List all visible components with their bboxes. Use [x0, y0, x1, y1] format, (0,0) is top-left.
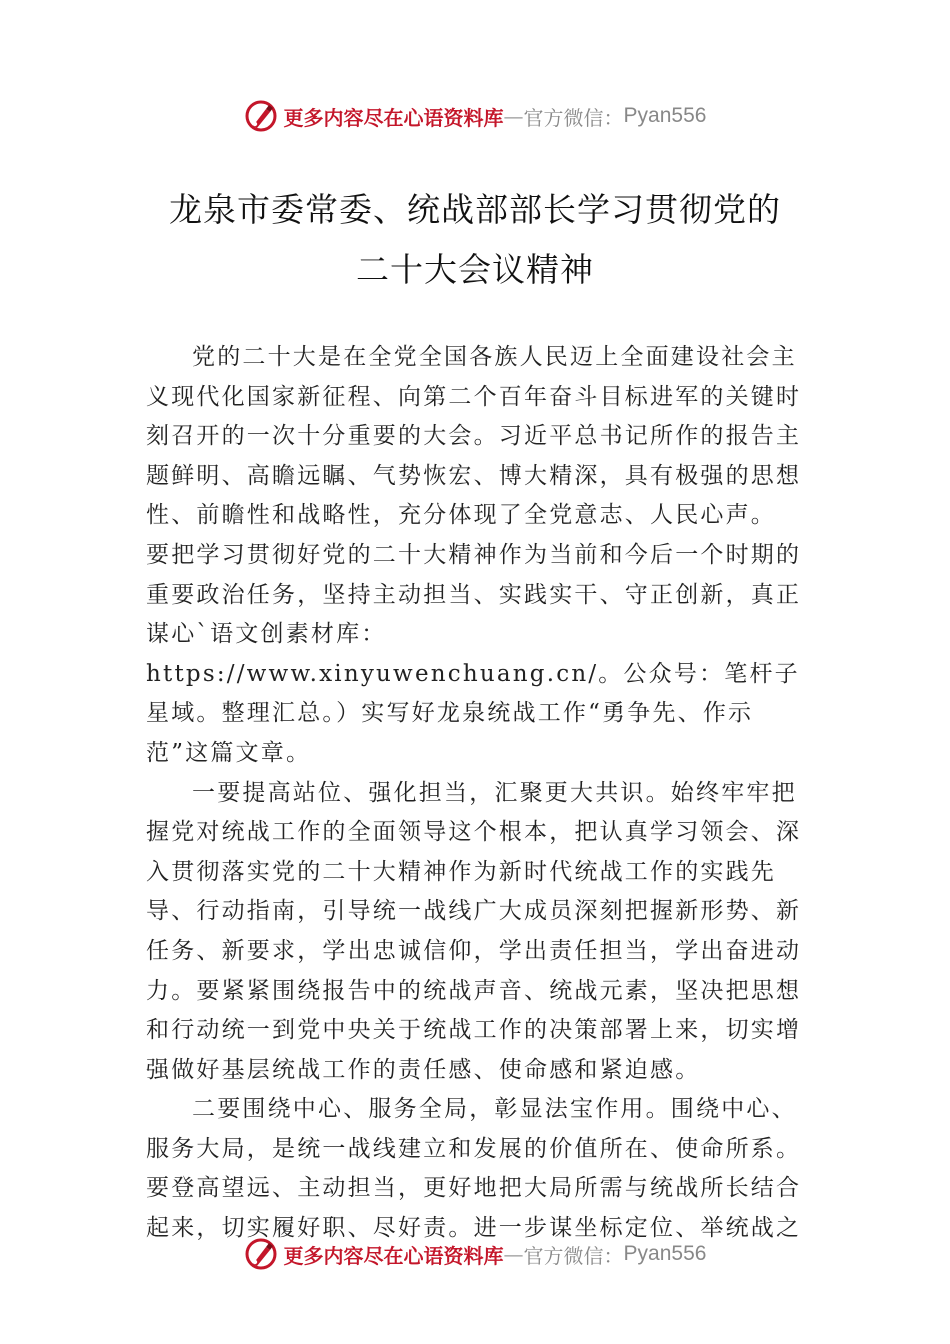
banner-separator: — — [503, 104, 524, 128]
header-banner — [0, 96, 950, 136]
banner-wechat-label: 官方微信： — [523, 105, 624, 130]
paragraph-3: 一要提高站位、强化担当，汇聚更大共识。始终牢牢把握党对统战工作的全面领导这个根本，把认真学习领会、深入贯彻落实党的二十大精神作为新时代统战工作的实践先导、行动指南，引导统一战线广大成员深刻把握新形势、新任务、新要求，学出忠诚信仰，学出责任担当，学出奋进动力。要紧紧围绕报告中的统战声音、统战元素，坚决把思想和行动统一到党中央关于统战工作的决策部署上来，切实增强做好基层统战工作的责任感、使命感和紧迫感。 — [146, 779, 802, 1083]
document-body — [146, 338, 811, 1249]
footer-wechat-label: 官方微信： — [523, 1243, 624, 1268]
banner-brand-text: 更多内容尽在心语资料库 — [283, 105, 504, 130]
paragraph-1: 党的二十大是在全党全国各族人民迈上全面建设社会主义现代化国家新征程、向第二个百年奋斗目标进军的关键时刻召开的一次十分重要的大会。习近平总书记所作的报告主题鲜明、高瞻远瞩、气势恢宏、博大精深，具有极强的思想性、前瞻性和战略性，充分体现了全党意志、人民心声。 — [146, 344, 802, 529]
footer-brand-text: 更多内容尽在心语资料库 — [283, 1243, 504, 1268]
pen-logo-icon — [244, 99, 278, 133]
footer-banner — [0, 1234, 950, 1274]
banner-wechat-id: Pyan556 — [623, 104, 707, 127]
pen-logo-icon — [244, 1237, 278, 1271]
paragraph-2: 要把学习贯彻好党的二十大精神作为当前和今后一个时期的重要政治任务，坚持主动担当、实践实干、守正创新，真正谋心`语文创素材库：https://www.xinyuwenchuang.cn/。公众号：笔杆子星域。整理汇总。）实写好龙泉统战工作“勇争先、作示范”这篇文章。 — [146, 541, 802, 766]
document-title-line-2: 二十大会议精神 — [356, 250, 594, 289]
paragraph-4: 二要围绕中心、服务全局，彰显法宝作用。围绕中心、服务大局，是统一战线建立和发展的价值所在、使命所系。 要登高望远、主动担当，更好地把大局所需与统战所长结合起来，切实履好职、尽好责。进一步谋坐标定位、举统战之 — [146, 1096, 802, 1242]
document-title-line-1: 龙泉市委常委、统战部部长学习贯彻党的 — [169, 190, 781, 229]
footer-separator: — — [503, 1242, 524, 1266]
footer-wechat-id: Pyan556 — [623, 1242, 707, 1265]
